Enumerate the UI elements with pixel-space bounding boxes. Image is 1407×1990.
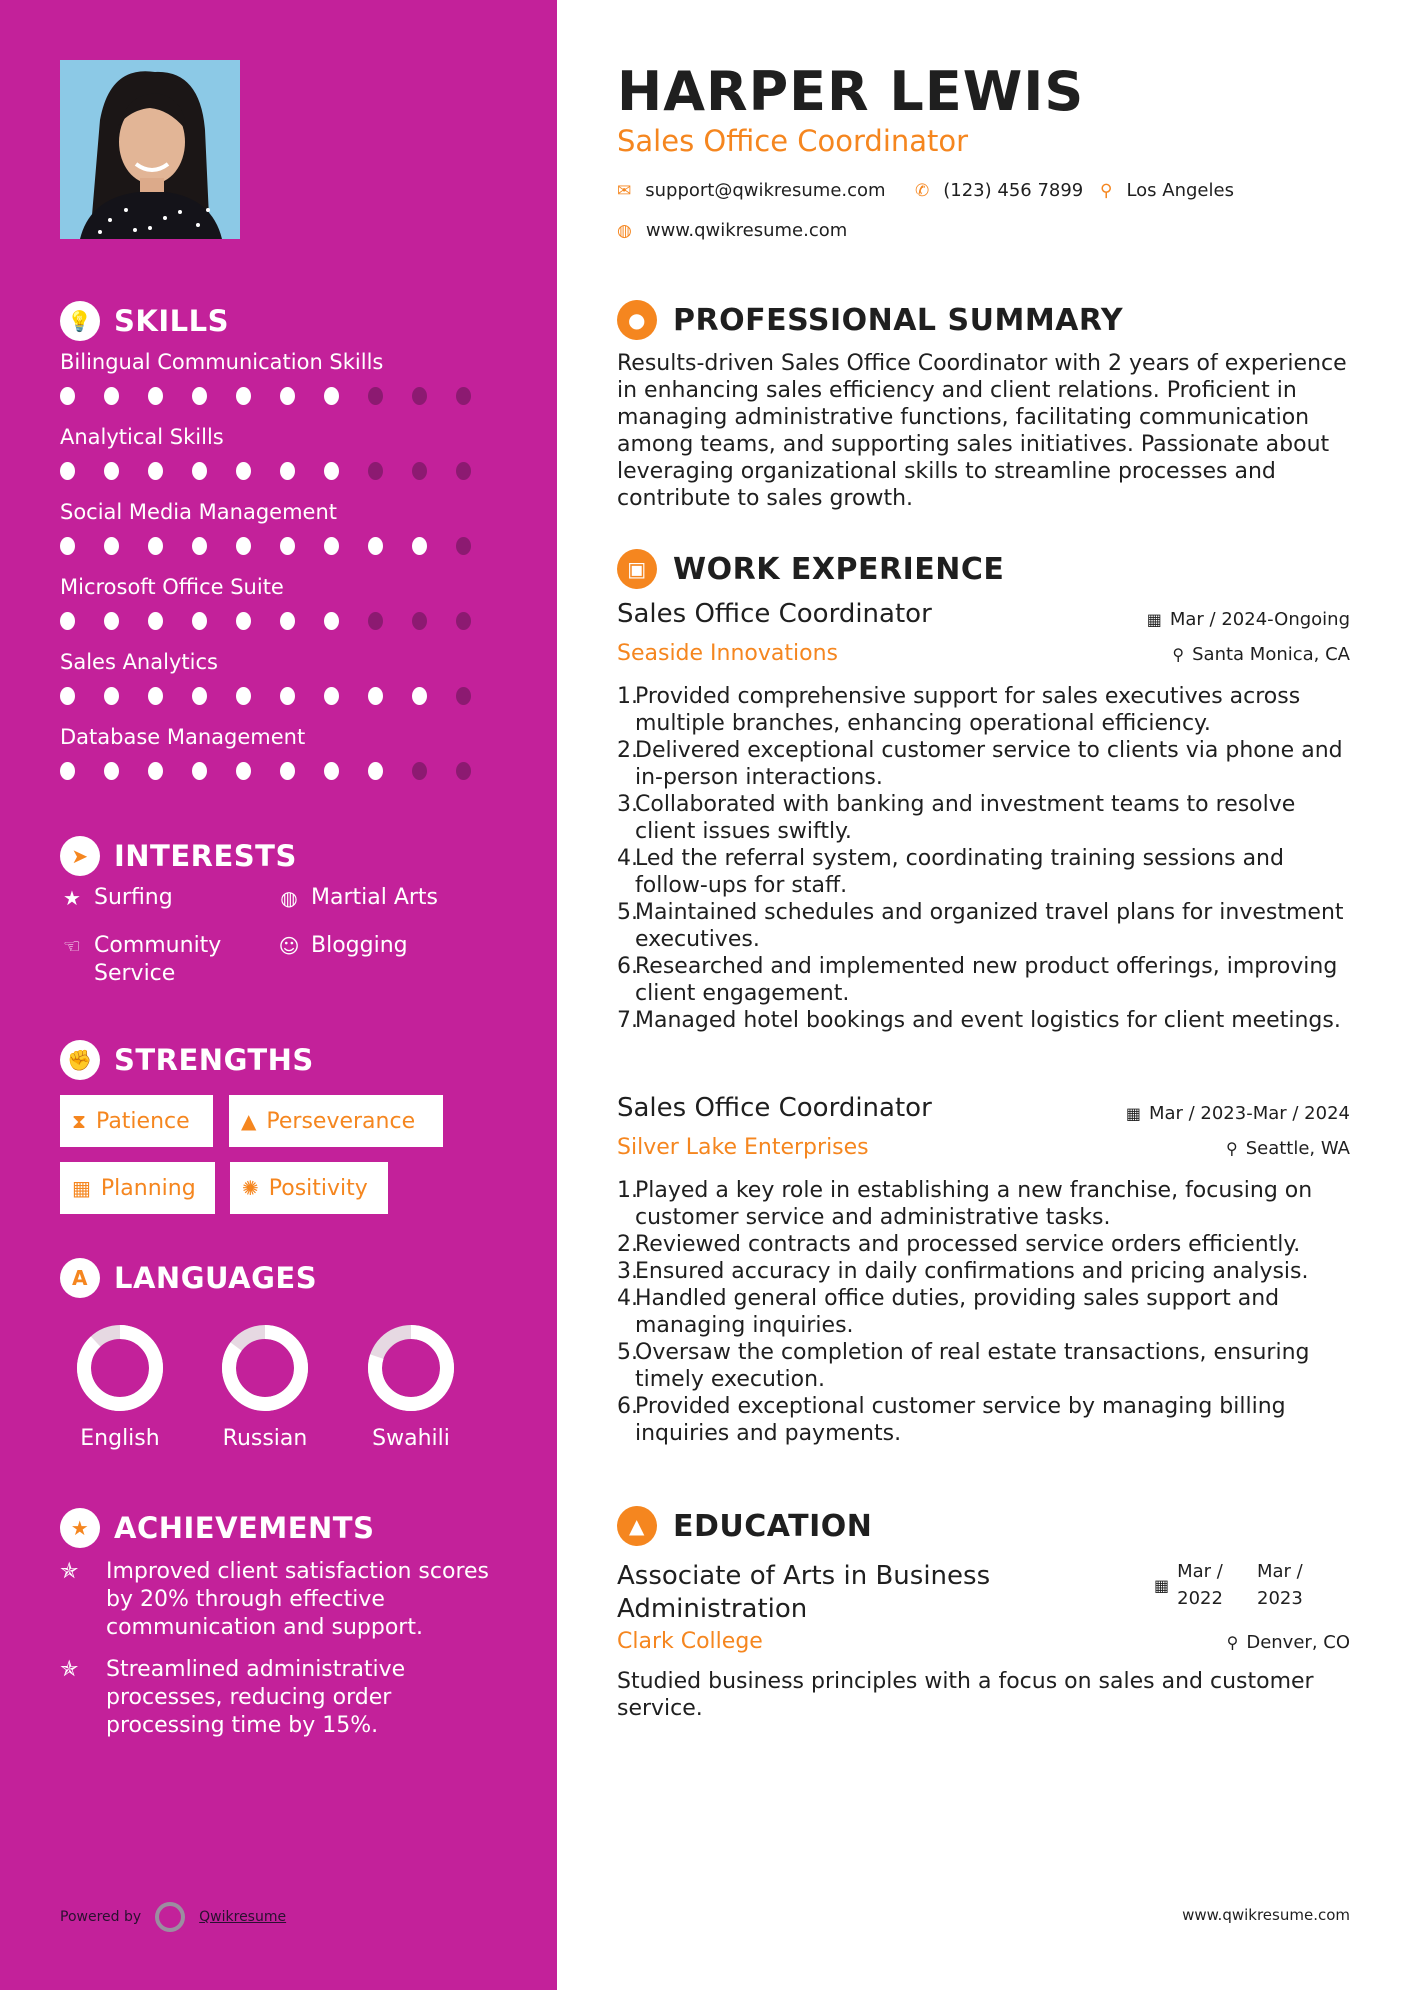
list-item: 3. Ensured accuracy in daily confirmations and pricing analysis. — [617, 1259, 1309, 1284]
list-item: 6. Provided exceptional customer service by managing billing inquiries and payments. — [617, 1394, 1286, 1446]
contact-email[interactable]: ✉ support@qwikresume.com — [617, 180, 886, 201]
rating-dot — [148, 612, 163, 630]
rating-dot — [368, 387, 383, 405]
rating-dot — [192, 387, 207, 405]
rating-dot — [60, 387, 75, 405]
rating-dot — [368, 462, 383, 480]
job-date: ▦ Mar / 2023-Mar / 2024 — [1125, 1103, 1350, 1124]
rating-dot — [412, 762, 427, 780]
skill-name: Microsoft Office Suite — [60, 575, 284, 599]
footer-url[interactable]: www.qwikresume.com — [1182, 1906, 1350, 1924]
envelope-icon: ✉ — [617, 180, 632, 201]
skill-rating — [60, 462, 500, 480]
language-name: Swahili — [372, 1426, 450, 1451]
rating-dot — [324, 612, 339, 630]
candidate-role: Sales Office Coordinator — [617, 124, 969, 158]
calendar-icon: ▦ — [72, 1176, 91, 1200]
profile-photo — [60, 60, 240, 239]
language-item — [205, 1324, 325, 1451]
rating-dot — [236, 462, 251, 480]
paper-plane-icon: ➤ — [60, 836, 100, 876]
skill-name: Social Media Management — [60, 500, 338, 524]
rating-dot — [456, 687, 471, 705]
strengths-heading: ✊ STRENGTHS — [60, 1040, 314, 1080]
strength-badge: ▦ Planning — [60, 1162, 215, 1214]
rating-dot — [368, 687, 383, 705]
job-title: Sales Office Coordinator — [617, 1093, 932, 1123]
education-start-date: ▦ Mar / 2022 — [1154, 1558, 1223, 1612]
education-degree: Associate of Arts in Business Administration — [617, 1561, 991, 1624]
job-bullets — [617, 1177, 1350, 1447]
rating-dot — [280, 387, 295, 405]
calendar-icon: ▦ — [1154, 1576, 1170, 1595]
skill-name: Analytical Skills — [60, 425, 224, 449]
interest-item: ◍ Martial Arts — [277, 884, 438, 912]
education-end-date: Mar / 2023 — [1257, 1561, 1303, 1609]
rating-dot — [324, 462, 339, 480]
language-proficiency-ring — [367, 1324, 455, 1412]
rating-dot — [412, 462, 427, 480]
achievements-heading: ★ ACHIEVEMENTS — [60, 1508, 374, 1548]
skill-name: Sales Analytics — [60, 650, 218, 674]
skill-item — [60, 647, 500, 705]
rating-dot — [104, 762, 119, 780]
shooting-star-icon: ✯ — [60, 1657, 79, 1682]
translate-icon: A — [60, 1258, 100, 1298]
hand-icon: ☜ — [63, 934, 81, 958]
language-proficiency-ring — [221, 1324, 309, 1412]
rating-dot — [456, 462, 471, 480]
strength-badge: ▲ Perseverance — [229, 1095, 443, 1147]
education-heading: ▲ EDUCATION — [617, 1506, 872, 1546]
rating-dot — [412, 537, 427, 555]
rating-dot — [236, 687, 251, 705]
job-bullets — [617, 683, 1350, 1034]
skill-name: Database Management — [60, 725, 306, 749]
globe-icon: ◍ — [617, 220, 632, 241]
skill-rating — [60, 387, 500, 405]
hourglass-icon: ⧗ — [72, 1109, 87, 1133]
summary-heading: ● PROFESSIONAL SUMMARY — [617, 300, 1123, 340]
rating-dot — [324, 687, 339, 705]
phone-icon: ✆ — [915, 180, 930, 201]
rating-dot — [192, 762, 207, 780]
language-item — [351, 1324, 471, 1451]
rating-dot — [60, 762, 75, 780]
list-item: 1. Provided comprehensive support for sales executives across multiple branches, enhancing operational efficiency. — [617, 684, 1301, 736]
qwikresume-logo-icon — [155, 1902, 185, 1932]
job-title: Sales Office Coordinator — [617, 599, 932, 629]
skill-item — [60, 422, 500, 480]
list-item: 5. Oversaw the completion of real estate transactions, ensuring timely execution. — [617, 1340, 1310, 1392]
rating-dot — [192, 537, 207, 555]
rating-dot — [104, 687, 119, 705]
rating-dot — [236, 762, 251, 780]
rating-dot — [324, 387, 339, 405]
rating-dot — [368, 762, 383, 780]
shooting-star-icon: ✯ — [60, 1559, 79, 1584]
rating-dot — [236, 537, 251, 555]
list-item: 2. Delivered exceptional customer service to clients via phone and in-person interactions. — [617, 738, 1343, 790]
list-item: 6. Researched and implemented new product offerings, improving client engagement. — [617, 954, 1338, 1006]
achievement-item: ✯ Improved client satisfaction scores by 20% through effective communication and support. — [60, 1559, 490, 1640]
skill-name: Bilingual Communication Skills — [60, 350, 384, 374]
contact-location: ⚲ Los Angeles — [1100, 180, 1234, 201]
rating-dot — [60, 462, 75, 480]
candidate-name: HARPER LEWIS — [617, 60, 1085, 123]
brand-link[interactable]: Qwikresume — [199, 1909, 287, 1925]
contact-phone[interactable]: ✆ (123) 456 7899 — [915, 180, 1084, 201]
sun-icon: ✺ — [242, 1176, 259, 1200]
pin-icon: ⚲ — [1225, 1139, 1238, 1158]
strength-badge: ✺ Positivity — [230, 1162, 388, 1214]
rating-dot — [236, 612, 251, 630]
rating-dot — [368, 612, 383, 630]
list-item: 1. Played a key role in establishing a new franchise, focusing on customer service and administrative tasks. — [617, 1178, 1313, 1230]
ring-fill — [84, 1332, 156, 1404]
list-item: 2. Reviewed contracts and processed service orders efficiently. — [617, 1232, 1301, 1257]
skills-heading: 💡 SKILLS — [60, 301, 229, 341]
skill-rating — [60, 612, 500, 630]
rating-dot — [192, 462, 207, 480]
job-location: ⚲ Santa Monica, CA — [1172, 644, 1350, 665]
road-icon: ▲ — [241, 1109, 257, 1133]
skill-item — [60, 572, 500, 630]
lightbulb-icon: 💡 — [60, 301, 100, 341]
rating-dot — [324, 762, 339, 780]
main-content — [617, 0, 1350, 1990]
achievement-item: ✯ Streamlined administrative processes, reducing order processing time by 15%. — [60, 1657, 406, 1738]
interests-heading: ➤ INTERESTS — [60, 836, 297, 876]
rating-dot — [104, 612, 119, 630]
users-icon: ☺ — [278, 934, 300, 958]
rating-dot — [148, 762, 163, 780]
trophy-icon: ★ — [60, 1508, 100, 1548]
rating-dot — [148, 462, 163, 480]
skill-rating — [60, 687, 500, 705]
summary-text: Results-driven Sales Office Coordinator with 2 years of experience in enhancing sales efficiency and client relations. Proficient in managing administrative functions, facilitating communication among teams, and supporting sales initiatives. Passionate about leveraging organizational skills to streamline processes and contribute to sales growth. — [617, 351, 1347, 511]
powered-by: Powered by Qwikresume — [60, 1902, 286, 1932]
pin-icon: ⚲ — [1172, 645, 1185, 664]
pin-icon: ⚲ — [1226, 1633, 1239, 1652]
rating-dot — [236, 387, 251, 405]
skill-item — [60, 347, 500, 405]
skill-rating — [60, 537, 500, 555]
skill-item — [60, 722, 500, 780]
rating-dot — [192, 612, 207, 630]
job-location: ⚲ Seattle, WA — [1225, 1138, 1350, 1159]
rating-dot — [60, 612, 75, 630]
job-date: ▦ Mar / 2024-Ongoing — [1146, 609, 1350, 630]
job-company: Seaside Innovations — [617, 641, 838, 666]
list-item: 7. Managed hotel bookings and event logistics for client meetings. — [617, 1008, 1341, 1033]
education-location: ⚲ Denver, CO — [1226, 1632, 1350, 1653]
rating-dot — [412, 612, 427, 630]
language-proficiency-ring — [76, 1324, 164, 1412]
education-description: Studied business principles with a focus on sales and customer service. — [617, 1669, 1314, 1721]
rating-dot — [192, 687, 207, 705]
rating-dot — [456, 762, 471, 780]
experience-heading: ▣ WORK EXPERIENCE — [617, 549, 1004, 589]
rating-dot — [104, 462, 119, 480]
rating-dot — [60, 537, 75, 555]
rating-dot — [280, 612, 295, 630]
rating-dot — [280, 687, 295, 705]
interest-item: ☺ Blogging — [278, 933, 408, 958]
language-item — [60, 1324, 180, 1451]
skill-rating — [60, 762, 500, 780]
skill-item — [60, 497, 500, 555]
strength-badge: ⧗ Patience — [60, 1095, 213, 1147]
map-pin-icon: ⚲ — [1100, 180, 1113, 201]
interest-item: ☜ Community Service — [60, 932, 244, 988]
languages-heading: A LANGUAGES — [60, 1258, 317, 1298]
list-item: 4. Handled general office duties, providing sales support and managing inquiries. — [617, 1286, 1280, 1338]
language-name: Russian — [222, 1426, 308, 1451]
rating-dot — [456, 612, 471, 630]
rating-dot — [280, 462, 295, 480]
job-company: Silver Lake Enterprises — [617, 1135, 869, 1160]
rating-dot — [368, 537, 383, 555]
globe-icon: ◍ — [280, 886, 298, 910]
rating-dot — [280, 537, 295, 555]
rating-dot — [280, 762, 295, 780]
rating-dot — [60, 687, 75, 705]
education-school: Clark College — [617, 1629, 763, 1654]
calendar-icon: ▦ — [1125, 1104, 1141, 1123]
calendar-icon: ▦ — [1146, 610, 1162, 629]
user-icon: ● — [617, 300, 657, 340]
rating-dot — [412, 387, 427, 405]
rating-dot — [104, 387, 119, 405]
rating-dot — [456, 387, 471, 405]
contact-website[interactable]: ◍ www.qwikresume.com — [617, 220, 848, 241]
graduation-cap-icon: ▲ — [617, 1506, 657, 1546]
rating-dot — [148, 387, 163, 405]
language-name: English — [80, 1426, 160, 1451]
list-item: 3. Collaborated with banking and investment teams to resolve client issues swiftly. — [617, 792, 1296, 844]
rating-dot — [148, 537, 163, 555]
sidebar — [0, 0, 557, 1990]
star-icon: ★ — [63, 886, 81, 910]
list-item: 4. Led the referral system, coordinating training sessions and follow-ups for staff. — [617, 846, 1284, 898]
rating-dot — [104, 537, 119, 555]
fist-icon: ✊ — [60, 1040, 100, 1080]
rating-dot — [412, 687, 427, 705]
rating-dot — [148, 687, 163, 705]
rating-dot — [324, 537, 339, 555]
rating-dot — [456, 537, 471, 555]
interest-item: ★ Surfing — [60, 884, 173, 912]
briefcase-icon: ▣ — [617, 549, 657, 589]
list-item: 5. Maintained schedules and organized travel plans for investment executives. — [617, 900, 1344, 952]
